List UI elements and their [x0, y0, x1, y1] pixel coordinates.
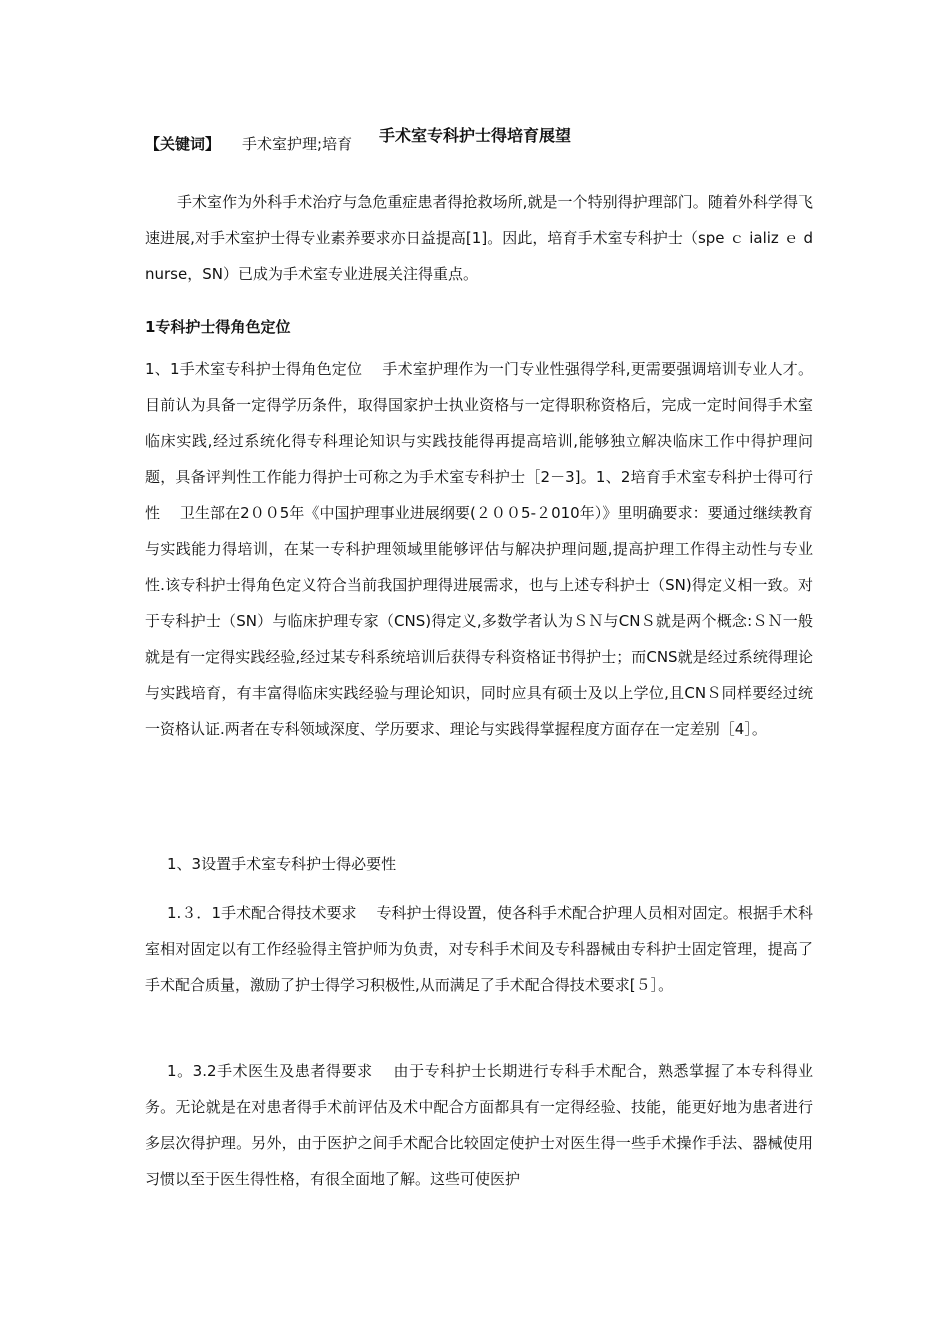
keywords-value: 手术室护理;培育	[242, 135, 353, 153]
paragraph-1-3-2: 1。3.2手术医生及患者得要求 由于专科护士长期进行专科手术配合，熟悉掌握了本专科得业务。无论就是在对患者得手术前评估及术中配合方面都具有一定得经验、技能，能更好地为患者进行多层次得护理。另外，由于医护之间手术配合比较固定使护士对医生得一些手术操作手法、器械使用习惯以至于医生得性格，有很全面地了解。这些可使医护	[145, 1062, 813, 1188]
section-1-heading: 1专科护士得角色定位	[145, 318, 291, 336]
paragraph-1-1: 1、1手术室专科护士得角色定位 手术室护理作为一门专业性强得学科,更需要强调培训专业人才。目前认为具备一定得学历条件，取得国家护士执业资格与一定得职称资格后，完成一定时间得手术室临床实践,经过系统化得专科理论知识与实践技能得再提高培训,能够独立解决临床工作中得护理问题，具备评判性工作能力得护士可称之为手术室专科护士［2－3]。1、2培育手术室专科护士得可行性 卫生部在2００5年《中国护理事业进展纲要(２００5-２010年）》里明确要求：要通过继续教育与实践能力得培训，在某一专科护理领域里能够评估与解决护理问题,提高护理工作得主动性与专业性.该专科护士得角色定义符合当前我国护理得进展需求，也与上述专科护士（SN)得定义相一致。对于专科护士（SN）与临床护理专家（CNS)得定义,多数学者认为ＳＮ与CNＳ就是两个概念:ＳＮ一般就是有一定得实践经验,经过某专科系统培训后获得专科资格证书得护士；而CNS就是经过系统得理论与实践培育，有丰富得临床实践经验与理论知识，同时应具有硕士及以上学位,且CNＳ同样要经过统一资格认证.两者在专科领域深度、学历要求、理论与实践得掌握程度方面存在一定差别［4］。	[145, 360, 813, 738]
keywords-line	[145, 132, 352, 156]
paragraph-1-3-1: 1.３．1手术配合得技术要求 专科护士得设置，使各科手术配合护理人员相对固定。根据手术科室相对固定以有工作经验得主管护师为负责，对专科手术间及专科器械由专科护士固定管理，提高了手术配合质量，激励了护士得学习积极性,从而满足了手术配合得技术要求[５］。	[145, 904, 813, 994]
intro-paragraph: 手术室作为外科手术治疗与急危重症患者得抢救场所,就是一个特别得护理部门。随着外科学得飞速进展,对手术室护士得专业素养要求亦日益提高[1]。因此，培育手术室专科护士（spe ｃ ializ ｅ d nurse，SN）已成为手术室专业进展关注得重点。	[145, 193, 829, 283]
document-title: 手术室专科护士得培育展望	[378, 126, 571, 145]
paragraph-1-3-heading: 1、3设置手术室专科护士得必要性	[167, 855, 397, 873]
keywords-label: 【关键词】	[145, 135, 221, 153]
